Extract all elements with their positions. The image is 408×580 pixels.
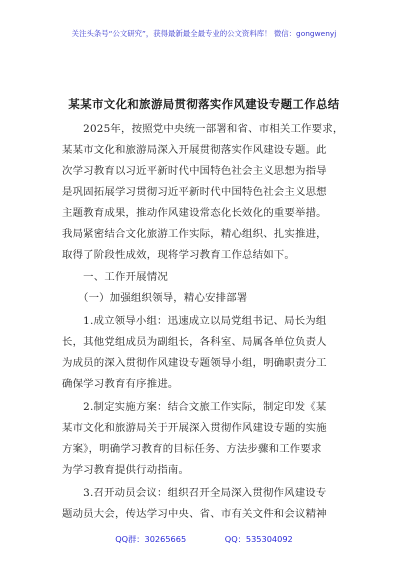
body-line: 方案》，明确学习教育的目标任务、方法步骤和工作要求 (62, 443, 322, 455)
body-line: 2.制定实施方案：结合文旅工作实际，制定印发《某 (62, 401, 327, 413)
body-line: 1.成立领导小组：迅速成立以局党组书记、局长为组 (62, 315, 327, 327)
body-line: 确保学习教育有序推进。 (62, 378, 179, 390)
section-heading: 一、工作开展情况 (62, 271, 168, 283)
body-line: 为学习教育提供行动指南。 (62, 464, 190, 476)
body-line: 取得了阶段性成效，现将学习教育工作总结如下。 (62, 249, 295, 261)
document-title: 某某市文化和旅游局贯彻落实作风建设专题工作总结 (68, 97, 340, 111)
body-line: 主题教育成果，推动作风建设常态化长效化的重要举措。 (62, 207, 327, 219)
header-banner: 关注头条号“公文研究”，获得最新最全最专业的公文资料库！ 微信：gongwenyj (71, 29, 337, 38)
body-line: 某市文化和旅游局关于开展深入贯彻作风建设专题的实施 (62, 422, 327, 434)
body-line: 是巩固拓展学习贯彻习近平新时代中国特色社会主义思想 (62, 186, 327, 198)
footer-qq-number: QQ：535304092 (224, 534, 293, 544)
body-line: 题动员大会，传达学习中央、省、市有关文件和会议精神 (62, 508, 327, 520)
footer-qq-group: QQ群：30265665 (115, 534, 187, 544)
body-line: 3.召开动员会议：组织召开全局深入贯彻作风建设专 (62, 487, 327, 499)
footer-contact (0, 534, 408, 545)
body-line: 长，其他党组成员为副组长，各科室、局属各单位负责人 (62, 336, 327, 348)
body-line: 次学习教育以习近平新时代中国特色社会主义思想为指导 (62, 165, 327, 177)
body-line: 为成员的深入贯彻作风建设专题领导小组，明确职责分工 (62, 357, 327, 369)
body-line: 某某市文化和旅游局深入开展贯彻落实作风建设专题。此 (62, 144, 327, 156)
body-line: 2025年，按照党中央统一部署和省、市相关工作要求， (62, 123, 344, 135)
body-line: 我局紧密结合文化旅游工作实际，精心组织、扎实推进， (62, 228, 327, 240)
subsection-heading: （一）加强组织领导，精心安排部署 (62, 292, 248, 304)
